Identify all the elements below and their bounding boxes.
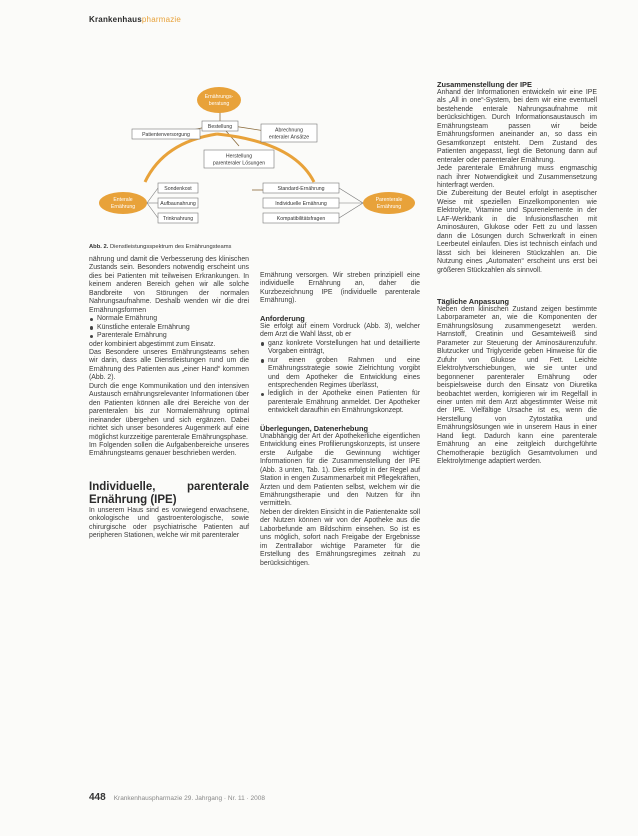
svg-text:Kompatibilitätsfragen: Kompatibilitätsfragen bbox=[276, 216, 326, 222]
svg-text:enteraler Ansätze: enteraler Ansätze bbox=[268, 134, 310, 141]
journal-info: Krankenhauspharmazie 29. Jahrgang · Nr. 11 · 2008 bbox=[113, 795, 265, 802]
running-head bbox=[89, 15, 181, 24]
left-bullet-3: Parenterale Ernährung bbox=[89, 332, 249, 340]
figure-caption bbox=[89, 244, 231, 250]
mid-p4: Neben der direkten Einsicht in die Patientenakte soll der Nutzen können wir von der Apotheke aus die Laborbefunde am Bildschirm einsehen. So ist es uns möglich, sofort nach Freigabe der Ergebnisse im Zentrallabor wichtige Parameter für die Erstellung des Ernährungsregimes zeitnah zu berücksichtigen. bbox=[260, 508, 420, 567]
box-sondenkost bbox=[158, 183, 198, 193]
right-p1: Anhand der Informationen entwickeln wir eine IPE als „All in one“-System, bei dem wir eine eventuell bestehende enterale Nahrungsaufnahme mit berücksichtigen. Durch Informationsaustausch im Ernährungsteam passen wir beide Ernährungsformen aneinander an, so dass ein Gesamtkonzept entsteht. Dem Zustand des Patienten angepasst, liegt die Betonung dann auf enteraler oder parenteraler Ernährung. bbox=[437, 89, 597, 164]
right-ellipse-line2: Ernährung bbox=[376, 204, 402, 210]
svg-text:Sondenkost: Sondenkost bbox=[164, 186, 192, 192]
box-individuelle-ernaehrung bbox=[263, 198, 339, 208]
heading-ueberlegungen: Überlegungen, Datenerhebung bbox=[260, 423, 368, 433]
svg-text:Trinknahrung: Trinknahrung bbox=[162, 216, 194, 222]
box-abrechnung bbox=[261, 124, 317, 142]
left-ellipse bbox=[99, 192, 147, 214]
right-p2: Jede parenterale Ernährung muss engmaschig nach ihrer Notwendigkeit und Zusammensetzung hinterfragt werden. bbox=[437, 165, 597, 189]
box-patientenversorgung bbox=[132, 129, 200, 139]
figure-caption-text: Dienstleistungsspektrum des Ernährungsteams bbox=[109, 244, 232, 250]
middle-column bbox=[260, 272, 420, 568]
svg-text:Aufbaunahrung: Aufbaunahrung bbox=[160, 201, 196, 207]
center-ellipse bbox=[197, 87, 241, 113]
service-diagram bbox=[89, 82, 420, 242]
left-p3: Das Besondere unseres Ernährungsteams sehen wir darin, dass alle Dienstleistungen rund um die Ernährung des Patienten aus „einer Hand“ kommen (Abb. 2). bbox=[89, 348, 249, 382]
svg-text:Abrechnung: Abrechnung bbox=[275, 127, 303, 134]
box-standard-ernaehrung bbox=[263, 183, 339, 193]
left-p4: Durch die enge Kommunikation und den intensiven Austausch ernährungsrelevanter Informationen über den Patienten können alle drei Bereiche von der parenteralen bis zur Normalernährung optimal ineinander übergehen und sich ergänzen. Dabei richtet sich unser besonderes Augenmerk auf eine möglichst kurzzeitige parenterale Ernährungsphase. bbox=[89, 382, 249, 441]
svg-text:Herstellung: Herstellung bbox=[225, 153, 253, 160]
page-number: 448 bbox=[89, 792, 106, 803]
box-trinknahrung bbox=[158, 213, 198, 223]
svg-text:parenteraler Lösungen: parenteraler Lösungen bbox=[212, 160, 266, 167]
left-ellipse-line1: Enterale bbox=[113, 197, 133, 203]
left-p5: Im Folgenden sollen die Aufgabenbereiche unseres Ernährungsteams genauer beschrieben werden. bbox=[89, 441, 249, 458]
mid-bullet-3: lediglich in der Apotheke einen Patienten für parenterale Ernährung anmeldet. Der Apotheker entwickelt daraufhin ein Ernährungskonzept. bbox=[260, 390, 420, 415]
mid-p1: Ernährung versorgen. Wir streben prinzipiell eine individuelle Ernährung an, daher die Kurzbezeichnung IPE (individuelle parenterale Ernährung). bbox=[260, 272, 420, 305]
page-footer bbox=[89, 792, 265, 803]
left-bullet-1: Normale Ernährung bbox=[89, 315, 249, 323]
right-ellipse bbox=[363, 192, 415, 214]
right-ellipse-line1: Parenterale bbox=[375, 197, 403, 203]
center-node-line1: Ernährungs- bbox=[204, 94, 234, 100]
section-heading-ipe: Individuelle, parenterale Ernährung (IPE) bbox=[89, 480, 249, 506]
left-bullet-2: Künstliche enterale Ernährung bbox=[89, 324, 249, 332]
box-kompatibilitaetsfragen bbox=[263, 213, 339, 223]
left-ellipse-line2: Ernährung bbox=[110, 204, 136, 210]
box-bestellung bbox=[202, 121, 238, 131]
service-diagram-svg bbox=[89, 82, 420, 242]
mid-bullet-1: ganz konkrete Vorstellungen hat und detaillierte Vorgaben einträgt, bbox=[260, 340, 420, 357]
heading-anforderung: Anforderung bbox=[260, 313, 305, 323]
svg-text:Standard-Ernährung: Standard-Ernährung bbox=[277, 186, 325, 192]
figure-caption-label: Abb. 2. bbox=[89, 244, 109, 250]
mid-p3: Unabhängig der Art der Apothekerliche eigentlichen Entwicklung eines Profilierungskonzepts, ist unsere erste Aufgabe die Gewinnung wichtiger Informationen für die Zusammenstellung der IPE (Abb. 3 unten, Tab. 1). Dies erfolgt in der Regel auf Station in engen Zusammenarbeit mit Pflegekräften, Ärzten und dem Patienten selbst, welchem wir die Ernährungstherapie und den Nutzen für ihn vermitteln. bbox=[260, 432, 420, 508]
center-node-line2: beratung bbox=[208, 101, 230, 107]
heading-zusammenstellung: Zusammenstellung der IPE bbox=[437, 80, 532, 89]
svg-text:Patientenversorgung: Patientenversorgung bbox=[142, 132, 190, 138]
svg-text:Individuelle Ernährung: Individuelle Ernährung bbox=[275, 201, 327, 207]
right-p4: Neben dem klinischen Zustand zeigen bestimmte Laborparameter an, wie die Komponenten der Ernährungslösung zusammengesetzt werden. Harnstoff, Creatinin und Gesamteiweiß sind Parameter zur Steuerung der Aminosäurenzufuhr. Blutzucker und Triglyceride geben Hinweise für die Zufuhr von Glukose und Fett. Leichte Elektrolytverschiebungen, wie sie unter und begonnener parenteraler Ernährung oder beispielsweise durch den Einsatz von Diuretika beobachtet werden, korrigieren wir im Regelfall in einer unten mit dem Arzt abgestimmter Weise mit der IPE. Vielfältige Ursache ist es, wenn die Herstellung von Zytostatika und Ernährungslösungen wie in unserem Haus in einer Hand liegt. Dadurch kann eine parenterale Ernährung an eine zeitgleich durchgeführte Chemotherapie bezüglich Gesamtvolumen und Elektrolytmenge adaptiert werden. bbox=[437, 305, 597, 466]
box-herstellung bbox=[204, 150, 274, 168]
left-intro: nährung und damit die Verbesserung des klinischen Zustands sein. Besonders notwendig erscheint uns dies bei Patienten mit teilweisen Erkrankungen. In keinem anderen Bereich gehen wir alle solche Bandbreite von Störungen der normalen Nahrungsaufnahme. Deshalb wenden wir die drei Ernährungsformen bbox=[89, 256, 249, 314]
right-column bbox=[437, 80, 597, 467]
left-column bbox=[89, 256, 249, 541]
box-aufbaunahrung bbox=[158, 198, 198, 208]
svg-text:Bestellung: Bestellung bbox=[207, 124, 233, 130]
mid-bullet-2: nur einen groben Rahmen und eine Ernährungsstrategie sowie Zielrichtung vorgibt und dem Apotheker die Entwicklung eines entsprechenden Regimes überlässt, bbox=[260, 357, 420, 391]
right-p3: Die Zubereitung der Beutel erfolgt in aseptischer Weise mit speziellen Einzelkomponenten wie Elektrolyte, Vitamine und Spurenelemente in der LAF-Werkbank in die Infusionsflaschen mit Aminosäuren, Glukose oder Fett zu und lassen dann die Lösungen durch Schwerkraft in einen Leerbeutel einlaufen. Dies ist technisch einfach und lässt sich bei kleineren Stückzahlen an. Die Nutzung eines „Automaten“ erscheint uns erst bei größeren Stückzahlen als sinnvoll. bbox=[437, 190, 597, 274]
running-head-accent: pharmazie bbox=[141, 15, 182, 24]
heading-taegliche-anpassung: Tägliche Anpassung bbox=[437, 296, 510, 306]
running-head-main: Krankenhaus bbox=[89, 15, 142, 24]
left-p2: oder kombiniert abgestimmt zum Einsatz. bbox=[89, 340, 216, 348]
mid-p2: Sie erfolgt auf einem Vordruck (Abb. 3), welcher dem Arzt die Wahl lässt, ob er bbox=[260, 322, 420, 339]
left-p6: In unserem Haus sind es vorwiegend erwachsene, onkologische und gastroenterologische, sowie chirurgische oder psychiatrische Patienten auf peripheren Stationen, welche wir mit parenteraler bbox=[89, 506, 249, 540]
